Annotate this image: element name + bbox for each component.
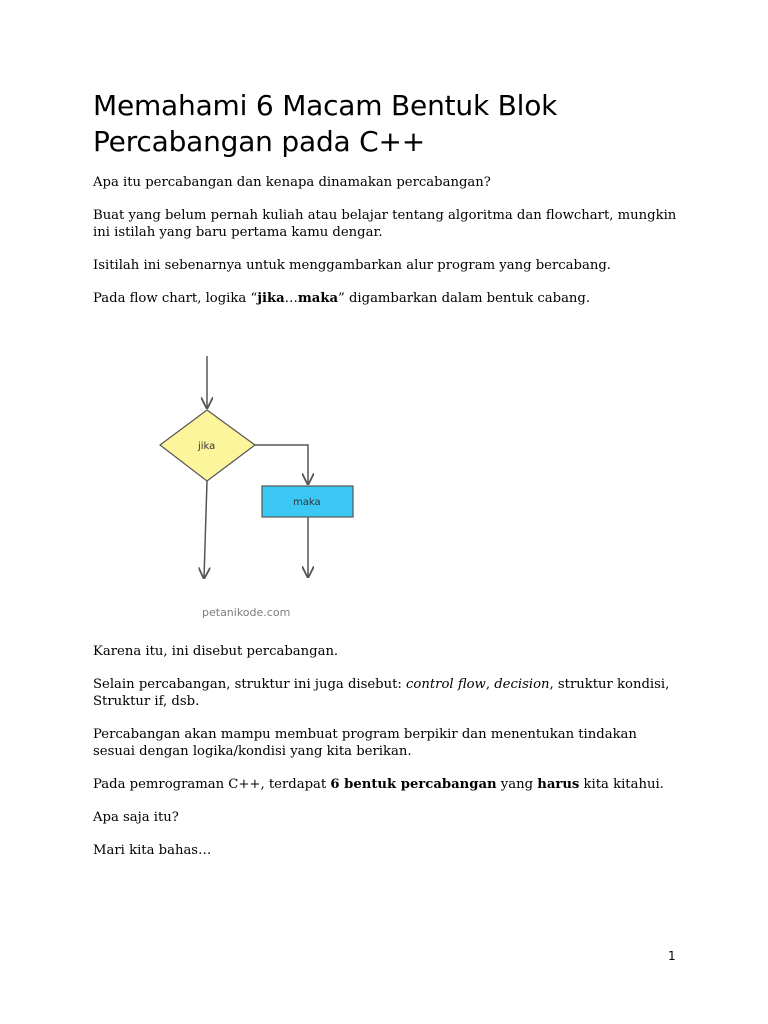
paragraph-lets-discuss: Mari kita bahas…	[93, 843, 212, 858]
paragraph-flowchart	[93, 290, 678, 307]
flowchart-figure	[150, 348, 370, 638]
paragraph-intro: Buat yang belum pernah kuliah atau belajar tentang algoritma dan flowchart, mungkin ini istilah yang baru pertama kamu dengar.	[93, 208, 677, 240]
process-label: maka	[293, 497, 321, 508]
paragraph-purpose: Percabangan akan mampu membuat program berpikir dan menentukan tindakan sesuai dengan logika/kondisi yang kita berikan.	[93, 727, 637, 759]
paragraph-term: Isitilah ini sebenarnya untuk menggambarkan alur program yang bercabang.	[93, 258, 611, 273]
paragraph-question-what: Apa saja itu?	[93, 810, 179, 825]
synonyms-separator: ,	[485, 677, 495, 692]
flow-prefix: Pada flow chart, logika “	[93, 291, 258, 306]
page-number: 1	[668, 949, 676, 963]
six-forms-middle: yang	[496, 777, 538, 792]
page-title: Memahami 6 Macam Bentuk Blok Percabangan pada C++	[93, 89, 558, 158]
synonyms-prefix: Selain percabangan, struktur ini juga disebut:	[93, 677, 407, 692]
bold-maka: maka	[297, 291, 339, 306]
italic-control-flow: control flow	[406, 677, 486, 692]
paragraph-six-forms	[93, 776, 678, 793]
six-forms-suffix: kita kitahui.	[579, 777, 664, 792]
bold-harus: harus	[537, 777, 580, 792]
six-forms-prefix: Pada pemrograman C++, terdapat	[93, 777, 331, 792]
document-body	[93, 88, 678, 307]
flow-ellipsis: …	[284, 291, 298, 306]
italic-decision: decision	[494, 677, 550, 692]
paragraph-conclusion: Karena itu, ini disebut percabangan.	[93, 644, 339, 659]
arrow-yes-branch	[255, 445, 308, 484]
figure-caption: petanikode.com	[202, 606, 291, 619]
paragraph-synonyms	[93, 676, 678, 710]
arrow-no-branch	[204, 481, 207, 578]
paragraph-question: Apa itu percabangan dan kenapa dinamakan percabangan?	[93, 175, 491, 190]
bold-jika: jika	[257, 291, 285, 306]
decision-label: jika	[198, 441, 216, 452]
flowchart-svg	[150, 348, 370, 628]
document-body-continued	[93, 643, 678, 859]
flow-suffix: ” digambarkan dalam bentuk cabang.	[338, 291, 591, 306]
bold-six-forms: 6 bentuk percabangan	[330, 777, 497, 792]
synonyms-suffix: , struktur kondisi, Struktur if, dsb.	[93, 677, 670, 709]
